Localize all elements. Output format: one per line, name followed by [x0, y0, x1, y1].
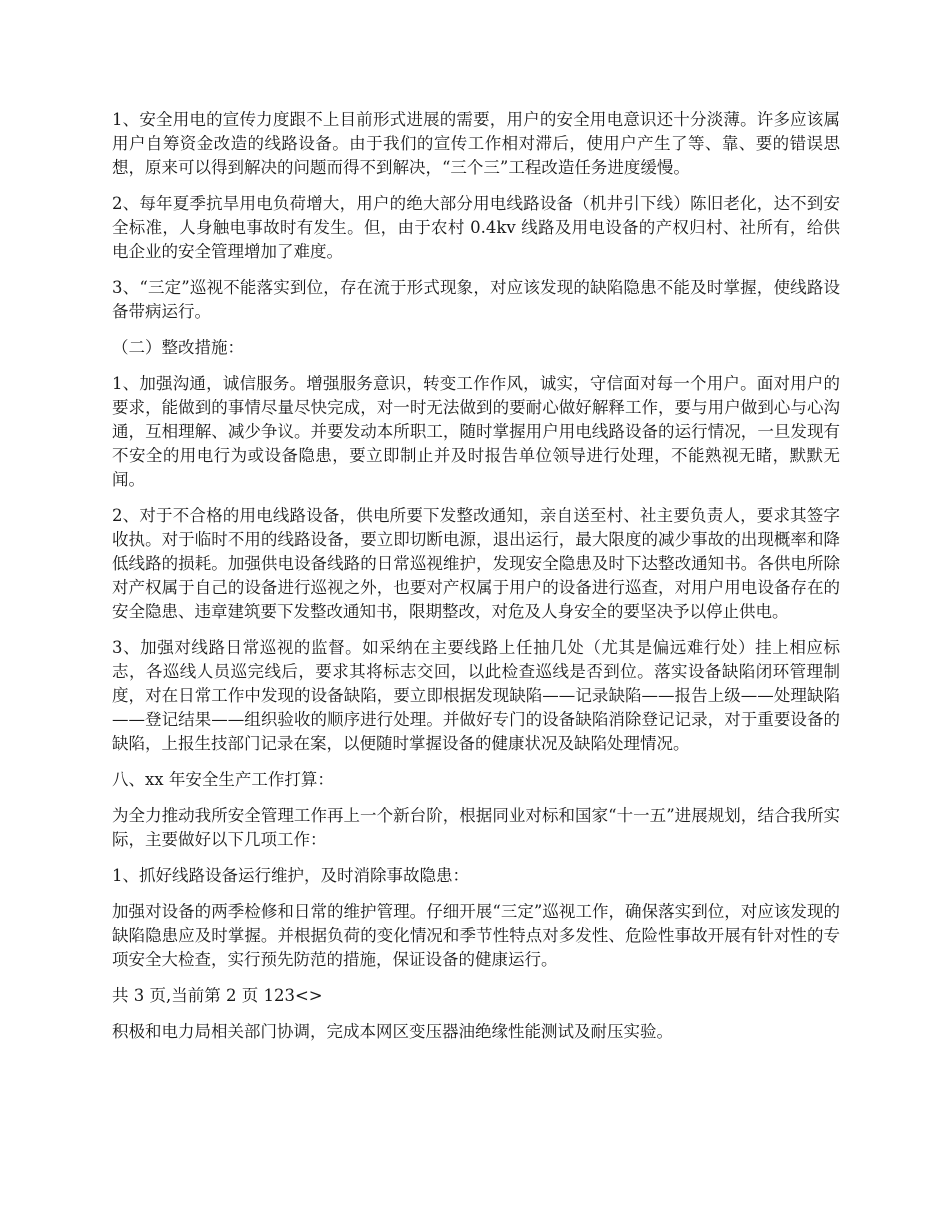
heading-rectification: （二）整改措施： — [112, 338, 244, 357]
paragraph-measure-1: 1、加强沟通，诚信服务。增强服务意识，转变工作作风，诚实，守信面对每一个用户。面对用户的要求，能做到的事情尽量尽快完成，对一时无法做到的要耐心做好解释工作，要与用户做到心与心沟通，互相理解、减少争议。并要发动本所职工，随时掌握用户用电线路设备的运行情况，一旦发现有不安全的用电行为或设备隐患，要立即制止并及时报告单位领导进行处理，不能熟视无睹，默默无闻。 — [112, 374, 840, 489]
paragraph-coordination: 积极和电力局相关部门协调，完成本网区变压器油绝缘性能测试及耐压实验。 — [112, 1022, 673, 1041]
document-page — [112, 108, 840, 1056]
paragraph-problem-3: 3、“三定”巡视不能落实到位，存在流于形式现象，对应该发现的缺陷隐患不能及时掌握，使线路设备带病运行。 — [112, 278, 840, 321]
paragraph-plan-detail: 加强对设备的两季检修和日常的维护管理。仔细开展“三定”巡视工作，确保落实到位，对应该发现的缺陷隐患应及时掌握。并根据负荷的变化情况和季节性特点对多发性、危险性事故开展有针对性的专项安全大检查，实行预先防范的措施，保证设备的健康运行。 — [112, 902, 840, 969]
heading-work-plan: 八、xx 年安全生产工作打算： — [112, 770, 334, 789]
paragraph-problem-1: 1、安全用电的宣传力度跟不上目前形式进展的需要，用户的安全用电意识还十分淡薄。许多应该属用户自筹资金改造的线路设备。由于我们的宣传工作相对滞后，使用户产生了等、靠、要的错误思想，原来可以得到解决的问题而得不到解决，“三个三”工程改造任务进度缓慢。 — [112, 110, 840, 177]
paragraph-measure-2: 2、对于不合格的用电线路设备，供电所要下发整改通知，亲自送至村、社主要负责人，要求其签字收执。对于临时不用的线路设备，要立即切断电源，退出运行，最大限度的减少事故的出现概率和降低线路的损耗。加强供电设备线路的日常巡视维护，发现安全隐患及时下达整改通知书。各供电所除对产权属于自己的设备进行巡视之外，也要对产权属于用户的设备进行巡查，对用户用电设备存在的安全隐患、违章建筑要下发整改通知书，限期整改，对危及人身安全的要坚决予以停止供电。 — [112, 506, 840, 621]
paragraph-plan-intro: 为全力推动我所安全管理工作再上一个新台阶，根据同业对标和国家“十一五”进展规划，结合我所实际，主要做好以下几项工作： — [112, 806, 840, 849]
pagination-text: 共 3 页,当前第 2 页 123<> — [112, 986, 323, 1005]
paragraph-plan-item-1: 1、抓好线路设备运行维护，及时消除事故隐患： — [112, 866, 469, 885]
paragraph-problem-2: 2、每年夏季抗旱用电负荷增大，用户的绝大部分用电线路设备（机井引下线）陈旧老化，达不到安全标准，人身触电事故时有发生。但，由于农村 0.4kv 线路及用电设备的产权归村、社所有，给供电企业的安全管理增加了难度。 — [112, 194, 840, 261]
paragraph-measure-3: 3、加强对线路日常巡视的监督。如采纳在主要线路上任抽几处（尤其是偏远难行处）挂上相应标志，各巡线人员巡完线后，要求其将标志交回，以此检查巡线是否到位。落实设备缺陷闭环管理制度，对在日常工作中发现的设备缺陷，要立即根据发现缺陷——记录缺陷——报告上级——处理缺陷——登记结果——组织验收的顺序进行处理。并做好专门的设备缺陷消除登记记录，对于重要设备的缺陷，上报生技部门记录在案，以便随时掌握设备的健康状况及缺陷处理情况。 — [112, 638, 840, 753]
